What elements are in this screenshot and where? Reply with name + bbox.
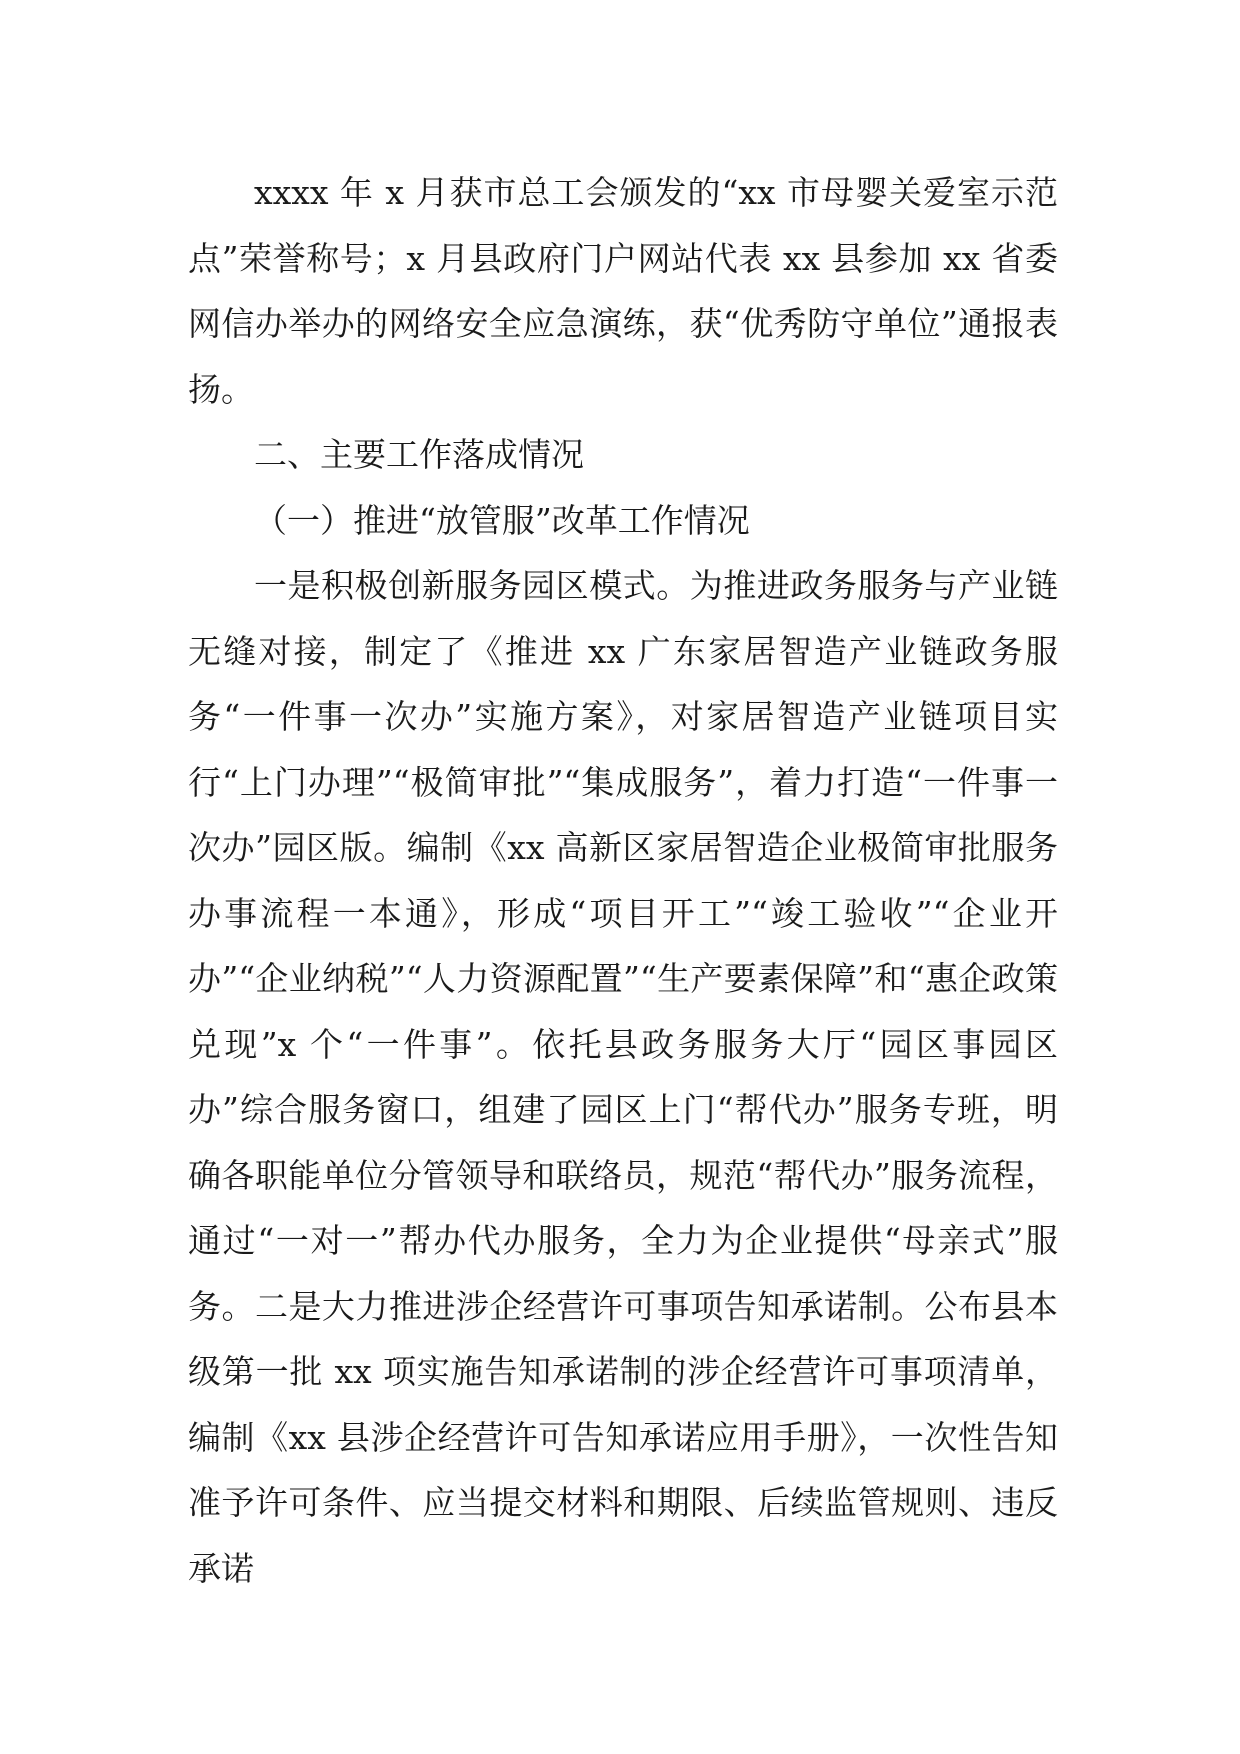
body-text: [188, 160, 1058, 1601]
paragraph-reform: 一是积极创新服务园区模式。为推进政务服务与产业链无缝对接，制定了《推进 xx 广东家居智造产业链政务服务“一件事一次办”实施方案》，对家居智造产业链项目实行“上门办理”“极简审批”“集成服务”，着力打造“一件事一次办”园区版。编制《xx 高新区家居智造企业极简审批服务办事流程一本通》，形成“项目开工”“竣工验收”“企业开办”“企业纳税”“人力资源配置”“生产要素保障”和“惠企政策兑现”x 个“一件事”。依托县政务服务大厅“园区事园区办”综合服务窗口，组建了园区上门“帮代办”服务专班，明确各职能单位分管领导和联络员，规范“帮代办”服务流程，通过“一对一”帮办代办服务，全力为企业提供“母亲式”服务。二是大力推进涉企经营许可事项告知承诺制。公布县本级第一批 xx 项实施告知承诺制的涉企经营许可事项清单，编制《xx 县涉企经营许可告知承诺应用手册》，一次性告知准予许可条件、应当提交材料和期限、后续监管规则、违反承诺: [188, 566, 1058, 1588]
section-heading: 二、主要工作落成情况: [254, 435, 584, 474]
subsection-heading: （一）推进“放管服”改革工作情况: [254, 500, 750, 540]
paragraph-award: xxxx 年 x 月获市总工会颁发的“xx 市母婴关爱室示范点”荣誉称号；x 月县政府门户网站代表 xx 县参加 xx 省委网信办举办的网络安全应急演练，获“优秀防守单位”通报表扬。: [188, 173, 1058, 409]
